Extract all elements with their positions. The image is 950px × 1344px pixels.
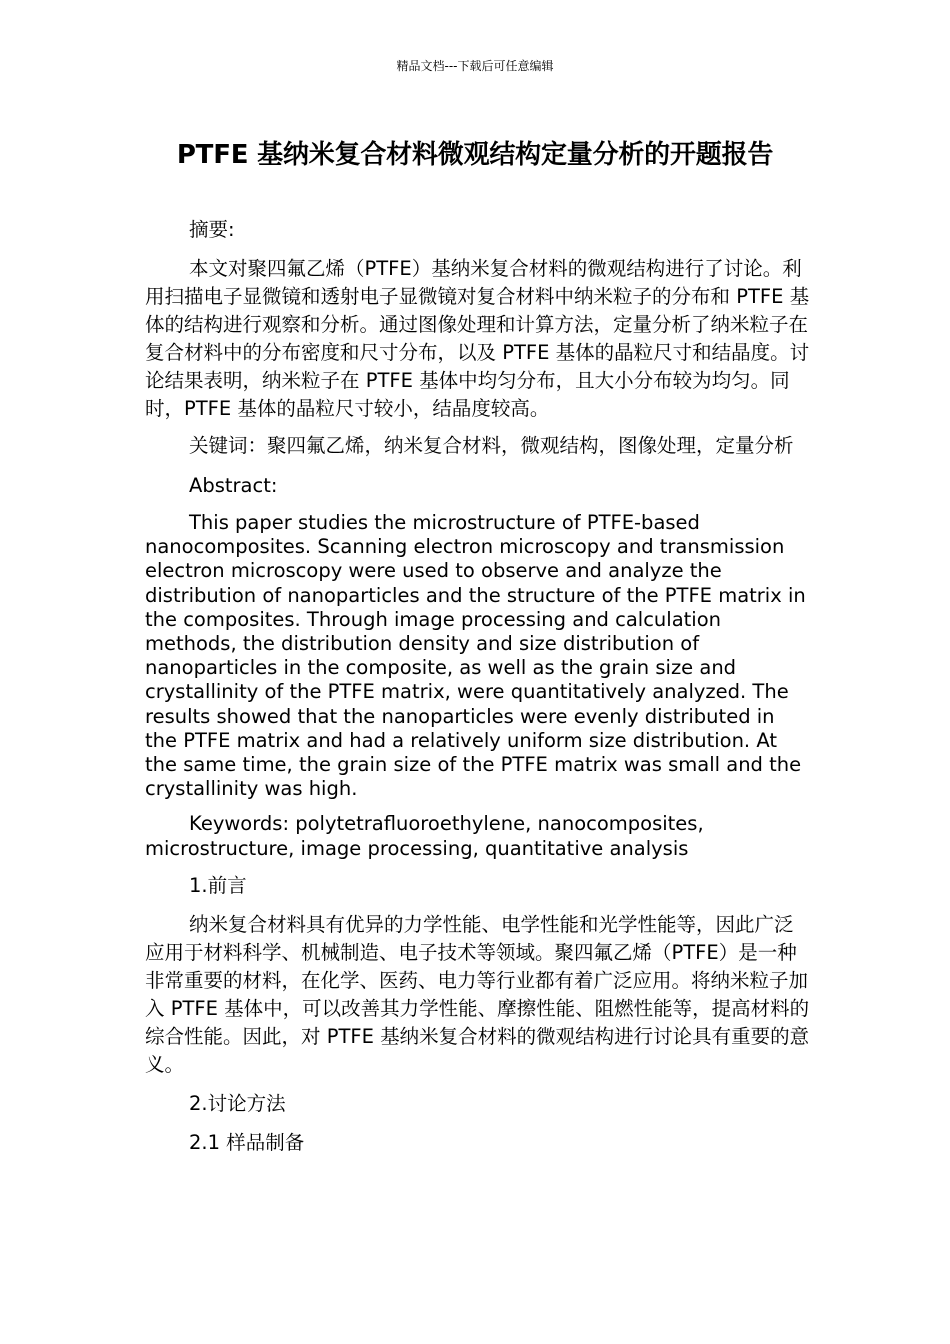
abstract-cn-body: 本文对聚四氟乙烯（PTFE）基纳米复合材料的微观结构进行了讨论。利用扫描电子显微镜和透射电子显微镜对复合材料中纳米粒子的分布和 PTFE 基体的结构进行观察和分析。通过图像处理和计算方法，定量分析了纳米粒子在复合材料中的分布密度和尺寸分布，以及 PTFE 基体的晶粒尺寸和结晶度。讨论结果表明，纳米粒子在 PTFE 基体中均匀分布，且大小分布较为均匀。同时，PTFE 基体的晶粒尺寸较小，结晶度较高。 <box>145 257 810 420</box>
section-sample-heading: 2.1 样品制备 <box>189 1130 305 1154</box>
page-header: 精品文档---下载后可任意编辑 <box>396 59 554 73</box>
document-title: PTFE 基纳米复合材料微观结构定量分析的开题报告 <box>176 140 774 170</box>
section-intro-body: 纳米复合材料具有优异的力学性能、电学性能和光学性能等，因此广泛应用于材料科学、机械制造、电子技术等领域。聚四氟乙烯（PTFE）是一种非常重要的材料，在化学、医药、电力等行业都有着广泛应用。将纳米粒子加入 PTFE 基体中，可以改善其力学性能、摩擦性能、阻燃性能等，提高材料的综合性能。因此，对 PTFE 基纳米复合材料的微观结构进行讨论具有重要的意义。 <box>145 912 810 1076</box>
document-body <box>145 216 810 1157</box>
section-intro-heading: 1.前言 <box>189 873 247 897</box>
abstract-cn-label: 摘要: <box>189 218 235 241</box>
keywords-en: Keywords: polytetrafluoroethylene, nanocomposites, microstructure, image processing, quantitative analysis <box>145 812 704 860</box>
section-method-heading: 2.讨论方法 <box>189 1091 286 1115</box>
keywords-cn: 关键词：聚四氟乙烯，纳米复合材料，微观结构，图像处理，定量分析 <box>189 434 794 457</box>
abstract-en-body: This paper studies the microstructure of PTFE-based nanocomposites. Scanning electron microscopy and transmission electron microscopy were used to observe and analyze the distribution of nanoparticles and the structure of the PTFE matrix in the composites. Through image processing and calculation methods, the distribution density and size distribution of nanoparticles in the composite, as well as the grain size and crystallinity of the PTFE matrix, were quantitatively analyzed. The results showed that the nanoparticles were evenly distributed in the PTFE matrix and had a relatively uniform size distribution. At the same time, the grain size of the PTFE matrix was small and the crystallinity was high. <box>145 511 806 801</box>
abstract-en-label: Abstract: <box>189 474 278 497</box>
